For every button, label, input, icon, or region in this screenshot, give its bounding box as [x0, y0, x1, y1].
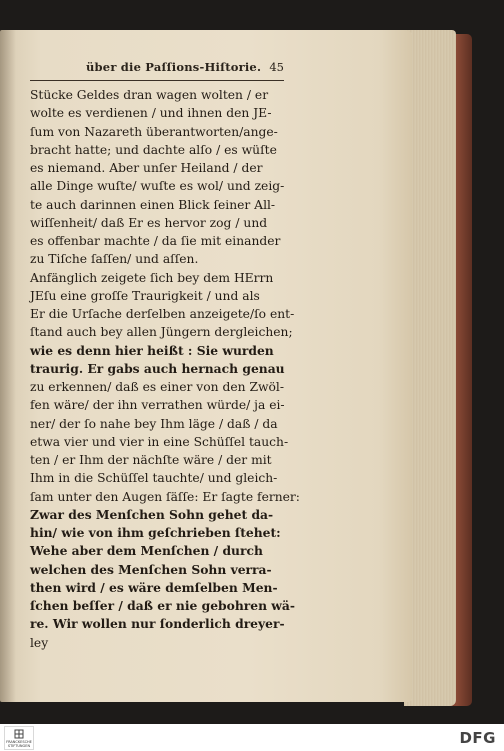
text-line: Wehe aber dem Menſchen / durch: [30, 543, 263, 559]
text-line: es niemand. Aber unſer Heiland / der: [30, 161, 263, 175]
text-line: ner/ der ſo nahe bey Ihm läge / daß / da: [30, 416, 278, 431]
footer-bar: [0, 724, 504, 751]
text-line: JEſu eine groſſe Traurigkeit / und als: [30, 288, 260, 303]
text-line: Stücke Geldes dran wagen wolten / er: [30, 88, 269, 102]
text-line: ſtand auch bey allen Jüngern dergleichen;: [30, 325, 293, 340]
text-line: re. Wir wollen nur ſonderlich dreyer-: [30, 616, 285, 632]
gutter-shadow: [0, 30, 16, 702]
text-line: alle Dinge wuſte/ wuſte es wol/ und zeig-: [30, 179, 285, 194]
text-line: Er die Urſache derſelben anzeigete/ſo ent-: [30, 307, 295, 321]
text-line: ten / er Ihm der nächſte wäre / der mit: [30, 453, 272, 467]
page-header: [26, 60, 288, 78]
text-line: hin/ wie von ihm geſchrieben ſtehet:: [30, 525, 281, 540]
text-line: traurig. Er gabs auch hernach genau: [30, 360, 285, 376]
foundation-logo: [4, 726, 34, 750]
text-line: fen wäre/ der ihn verrathen würde/ ja ei-: [30, 398, 285, 413]
text-line: ſum von Nazareth überantworten/ange-: [30, 124, 278, 139]
text-line: ſam unter den Augen ſäſſe: Er ſagte ferner:: [30, 489, 300, 504]
text-line: etwa vier und vier in eine Schüſſel tauch-: [30, 434, 289, 449]
header-rule: [30, 80, 284, 81]
text-line: Zwar des Menſchen Sohn gehet da-: [30, 506, 274, 522]
text-line: wiſſenheit/ daß Er es hervor zog / und: [30, 215, 268, 230]
foundation-logo-text: FRANCKESCHE STIFTUNGEN: [6, 740, 32, 748]
text-line: te auch darinnen einen Blick ſeiner All-: [30, 197, 276, 212]
dfg-logo: DFG: [459, 729, 496, 747]
foundation-logo-icon: [14, 729, 24, 739]
text-line: then wird / es wäre demſelben Men-: [30, 579, 278, 595]
text-line: ley: [30, 635, 49, 650]
text-line: wie es denn hier heißt : Sie wurden: [30, 342, 274, 358]
text-line: Ihm in die Schüſſel tauchte/ und gleich-: [30, 471, 278, 486]
text-line: es offenbar machte / da ſie mit einander: [30, 234, 281, 248]
page-number: 45: [269, 60, 284, 74]
text-line: zu erkennen/ daß es einer von den Zwöl-: [30, 380, 285, 394]
text-line: wolte es verdienen / und ihnen den JE-: [30, 106, 272, 121]
body-text: [30, 86, 300, 652]
text-line: bracht hatte; und dachte alſo / es wüſte: [30, 142, 277, 157]
text-line: welchen des Menſchen Sohn verra-: [30, 561, 272, 577]
text-line: zu Tiſche ſaſſen/ und aſſen.: [30, 252, 199, 267]
running-title: über die Paſſions-Hiſtorie.: [86, 60, 262, 74]
text-line: Anfänglich zeigete ſich bey dem HErrn: [30, 270, 274, 285]
text-line: ſchen beſſer / daß er nie gebohren wä-: [30, 598, 295, 613]
